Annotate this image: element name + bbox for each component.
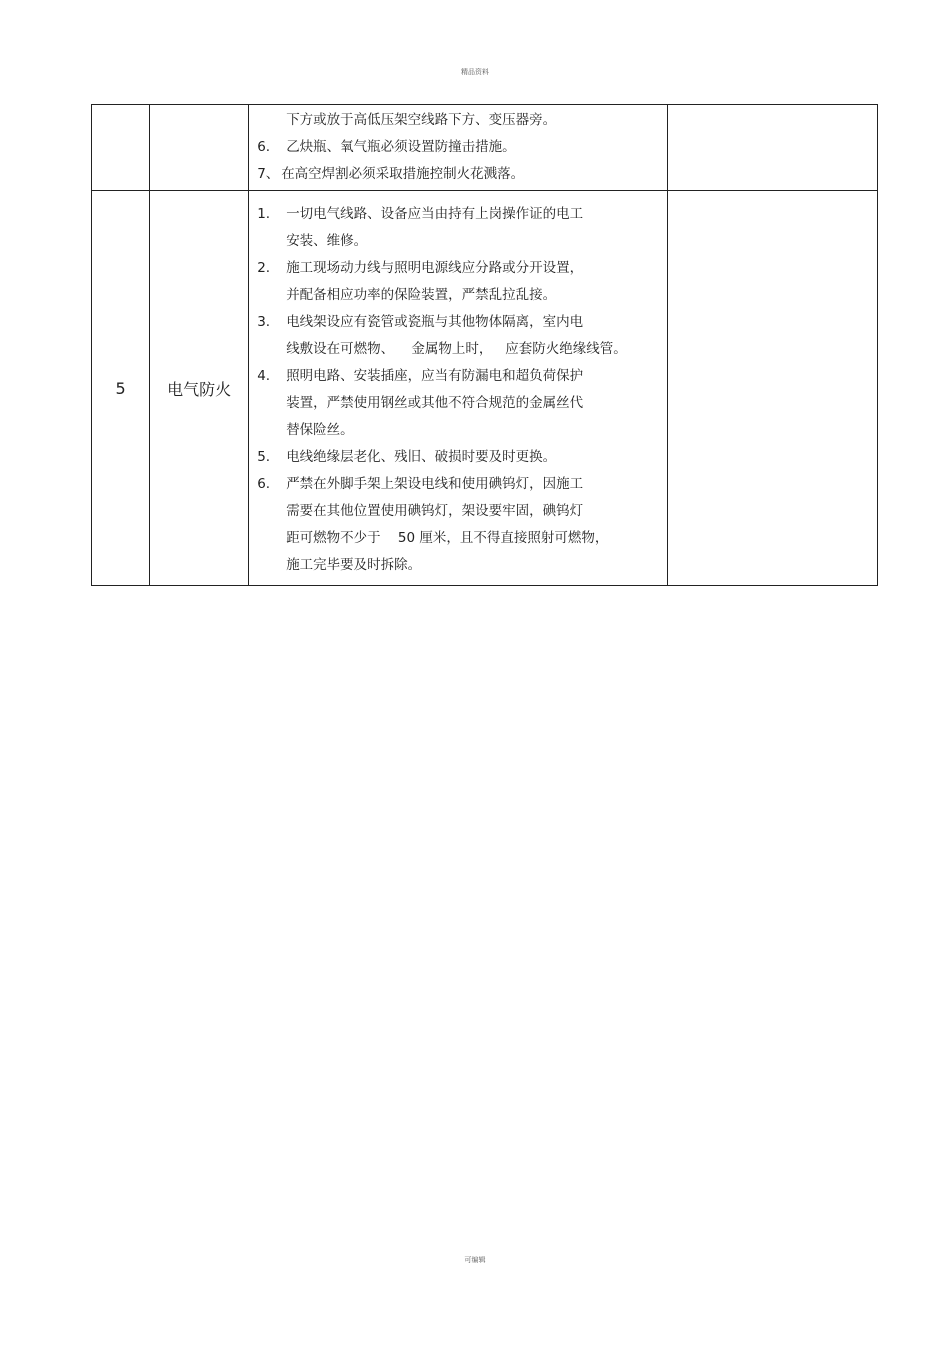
item-text: 需要在其他位置使用碘钨灯，架设要牢固，碘钨灯 (286, 503, 584, 519)
item-text: 严禁在外脚手架上架设电线和使用碘钨灯，因施工 (286, 476, 584, 492)
item-text: 电线绝缘层老化、残旧、破损时要及时更换。 (286, 449, 557, 465)
requirement-line (257, 525, 667, 552)
item-text: 安装、维修。 (286, 233, 368, 249)
fire-safety-table (91, 104, 878, 586)
item-number: 7、 (257, 166, 280, 182)
requirements-cell (249, 105, 668, 191)
requirement-line (257, 390, 667, 417)
requirement-line (257, 471, 667, 498)
item-text: 施工完毕要及时拆除。 (286, 557, 422, 573)
item-text: 线敷设在可燃物、 金属物上时， 应套防火绝缘线管。 (286, 341, 627, 357)
page-footer: 可编辑 (464, 1256, 486, 1264)
requirement-line (257, 282, 667, 309)
item-text: 距可燃物不少于 50 厘米，且不得直接照射可燃物， (286, 530, 609, 546)
item-number (257, 390, 286, 417)
item-number: 6. (257, 139, 271, 155)
row-number (92, 105, 150, 191)
requirements-cell (249, 191, 668, 586)
requirement-line (257, 444, 667, 471)
item-number: 5. (257, 449, 271, 465)
item-number (257, 282, 286, 309)
item-number: 2. (257, 260, 271, 276)
item-number (257, 498, 286, 525)
row-category: 电气防火 (150, 191, 249, 586)
item-number (257, 525, 286, 552)
item-text: 乙炔瓶、氧气瓶必须设置防撞击措施。 (286, 139, 516, 155)
item-text: 照明电路、安装插座，应当有防漏电和超负荷保护 (286, 368, 584, 384)
requirement-line (257, 552, 667, 579)
item-text: 在高空焊割必须采取措施控制火花溅落。 (281, 166, 525, 182)
requirement-line (257, 255, 667, 282)
table-row (92, 191, 878, 586)
requirement-line (257, 363, 667, 390)
item-number (257, 336, 286, 363)
requirement-line (257, 417, 667, 444)
requirement-line (257, 161, 667, 188)
item-text: 施工现场动力线与照明电源线应分路或分开设置， (286, 260, 584, 276)
item-text: 电线架设应有瓷管或瓷瓶与其他物体隔离，室内电 (286, 314, 584, 330)
remark-cell (667, 105, 877, 191)
requirement-line (257, 309, 667, 336)
requirement-line (257, 201, 667, 228)
item-text: 装置，严禁使用钢丝或其他不符合规范的金属丝代 (286, 395, 584, 411)
item-number: 6. (257, 476, 271, 492)
row-category (150, 105, 249, 191)
item-number (257, 107, 286, 134)
item-text: 替保险丝。 (286, 422, 354, 438)
remark-cell (667, 191, 877, 586)
table-row (92, 105, 878, 191)
requirement-line (257, 228, 667, 255)
item-number (257, 228, 286, 255)
item-text: 下方或放于高低压架空线路下方、变压器旁。 (286, 112, 557, 128)
item-text: 一切电气线路、设备应当由持有上岗操作证的电工 (286, 206, 584, 222)
row-number: 5 (92, 191, 150, 586)
item-text: 并配备相应功率的保险装置，严禁乱拉乱接。 (286, 287, 557, 303)
requirements-list (249, 105, 667, 190)
page-header: 精品资料 (461, 68, 489, 76)
item-number: 3. (257, 314, 271, 330)
item-number: 4. (257, 368, 271, 384)
requirements-list (249, 191, 667, 585)
item-number (257, 417, 286, 444)
requirement-line (257, 107, 667, 134)
requirement-line (257, 336, 667, 363)
requirement-line (257, 498, 667, 525)
requirement-line (257, 134, 667, 161)
item-number: 1. (257, 206, 271, 222)
item-number (257, 552, 286, 579)
